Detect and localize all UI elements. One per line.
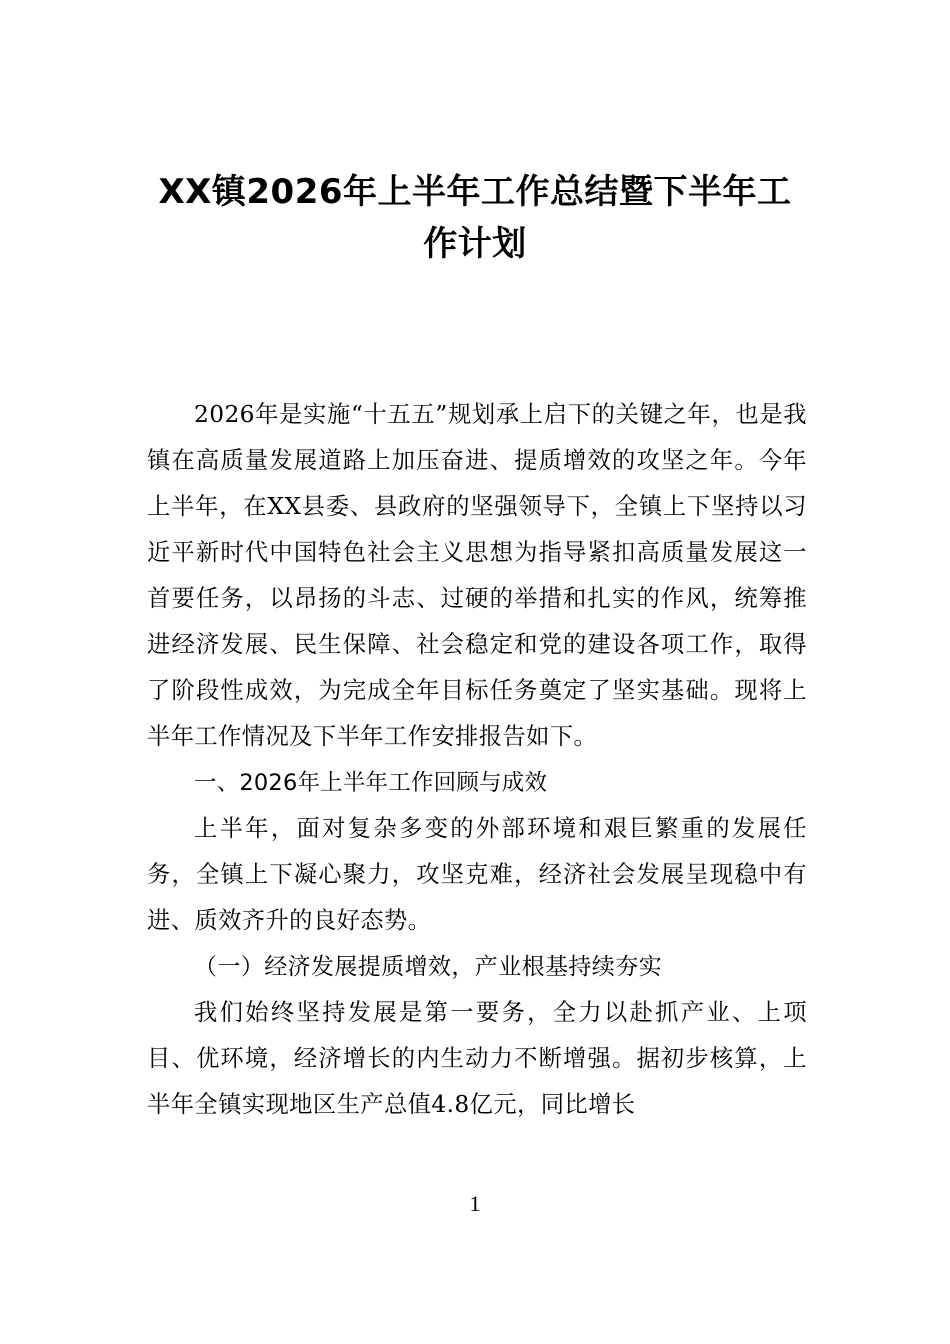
title-line-2: 作计划 [423, 224, 527, 264]
intro-paragraph: 2026年是实施“十五五”规划承上启下的关键之年，也是我镇在高质量发展道路上加压奋进、提质增效的攻坚之年。今年上半年，在XX县委、县政府的坚强领导下，全镇上下坚持以习近平新时代中国特色社会主义思想为指导紧扣高质量发展这一首要任务，以昂扬的斗志、过硬的举措和扎实的作风，统筹推进经济发展、民生保障、社会稳定和党的建设各项工作，取得了阶段性成效，为完成全年目标任务奠定了坚实基础。现将上半年工作情况及下半年工作安排报告如下。 [147, 401, 807, 750]
section-heading-1: 一、2026年上半年工作回顾与成效 [194, 770, 548, 796]
subsection-heading-1: （一）经济发展提质增效，产业根基持续夯实 [194, 954, 662, 980]
title-line-1: XX镇2026年上半年工作总结暨下半年工 [158, 172, 792, 212]
section-1-paragraph: 上半年，面对复杂多变的外部环境和艰巨繁重的发展任务，全镇上下凝心聚力，攻坚克难，经济社会发展呈现稳中有进、质效齐升的良好态势。 [147, 815, 807, 934]
subsection-1-paragraph: 我们始终坚持发展是第一要务，全力以赴抓产业、上项目、优环境，经济增长的内生动力不断增强。据初步核算，上半年全镇实现地区生产总值4.8亿元，同比增长 [147, 999, 807, 1118]
document-body [147, 392, 807, 1128]
document-title [140, 166, 810, 270]
page-number: 1 [469, 1191, 481, 1216]
